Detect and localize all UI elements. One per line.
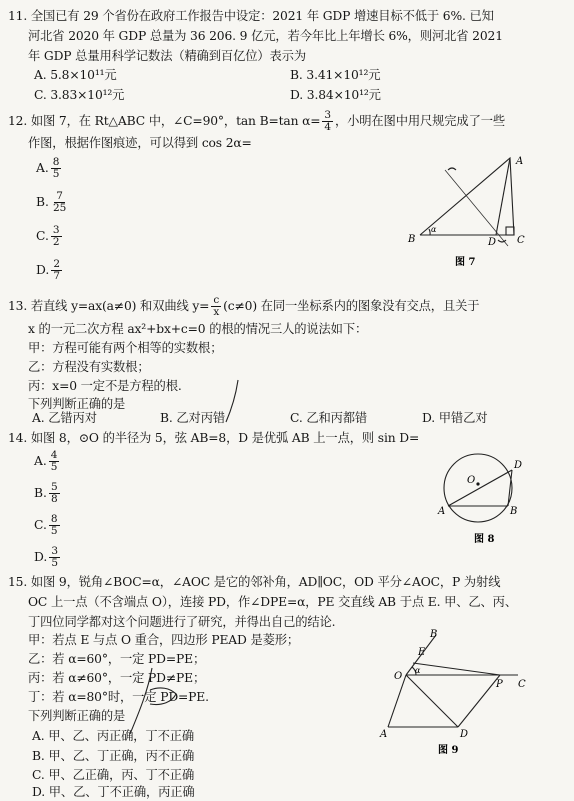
hyperbola-fraction-numerator: c bbox=[213, 294, 220, 306]
q15-line2: OC 上一点（不含端点 O），连接 PD，作∠DPE=α，PE 交直线 AB 于点 E. 甲、乙、丙、 bbox=[28, 595, 517, 609]
center-o-dot bbox=[476, 482, 479, 485]
q15-line3: 丁四位同学都对这个问题进行了研究，并得出自己的结论. bbox=[28, 615, 336, 629]
pen-mark-q15 bbox=[100, 660, 200, 740]
q12-option-a-numerator: 8 bbox=[52, 156, 60, 168]
figure-9 bbox=[378, 625, 528, 760]
segment-od bbox=[406, 675, 458, 727]
q12-option-a bbox=[36, 157, 63, 180]
tan-fraction bbox=[322, 110, 333, 133]
arc-mark-1 bbox=[448, 168, 456, 170]
q13-line1 bbox=[8, 295, 479, 318]
figure-8 bbox=[430, 448, 530, 548]
q14-option-d-fraction bbox=[49, 546, 60, 569]
q12-line1-post: ，小明在图中用尺规完成了一些 bbox=[334, 114, 506, 128]
q12-option-d-label: D. bbox=[36, 263, 50, 277]
q12-option-c-label: C. bbox=[36, 229, 49, 243]
fig9-label-c: C bbox=[518, 679, 526, 690]
q11-option-b: B. 3.41×10¹²元 bbox=[290, 68, 381, 82]
q11-option-a: A. 5.8×10¹¹元 bbox=[34, 68, 117, 82]
fig7-label-a: A bbox=[516, 156, 524, 167]
q13-option-a: A. 乙错丙对 bbox=[32, 411, 97, 425]
q14-option-d-numerator: 3 bbox=[51, 545, 59, 557]
q14-option-d-denominator: 5 bbox=[51, 557, 59, 569]
q12-option-d bbox=[36, 259, 64, 282]
fig7-caption: 图 7 bbox=[455, 257, 476, 268]
q12-line1-pre: 12. 如图 7，在 Rt△ABC 中，∠C=90°，tan B=tan α= bbox=[8, 114, 321, 128]
fig7-label-b: B bbox=[408, 234, 416, 245]
angle-alpha-arc bbox=[429, 229, 430, 235]
q14-option-b bbox=[34, 482, 62, 505]
q11-line2: 河北省 2020 年 GDP 总量为 36 206. 9 亿元，若今年比上年增长 6%，则河北省 2021 bbox=[28, 29, 503, 43]
q13-line1-post: (c≠0) 在同一坐标系内的图象没有交点，且关于 bbox=[223, 299, 480, 313]
q14-option-a-numerator: 4 bbox=[50, 449, 58, 461]
q15-line7: 丁：若 α=80°时，一定 PD=PE. bbox=[28, 690, 209, 704]
q14-option-a bbox=[34, 450, 61, 473]
circle-o bbox=[444, 454, 512, 522]
q14-option-b-label: B. bbox=[34, 486, 47, 500]
pen-mark-q13 bbox=[222, 378, 252, 426]
fig9-label-b: B bbox=[430, 629, 438, 640]
q13-line2: x 的一元二次方程 ax²+bx+c=0 的根的情况三人的说法如下： bbox=[28, 322, 368, 336]
q14-option-a-label: A. bbox=[34, 454, 47, 468]
q12-option-b-fraction bbox=[51, 191, 68, 214]
q15-option-a: A. 甲、乙、丙正确，丁不正确 bbox=[32, 729, 195, 743]
q12-option-c bbox=[36, 225, 64, 248]
q14-option-c bbox=[34, 514, 62, 537]
q14-option-b-numerator: 5 bbox=[50, 481, 58, 493]
q13-line4: 乙：方程没有实数根； bbox=[28, 360, 150, 374]
fig8-label-b: B bbox=[510, 506, 518, 517]
q12-option-d-fraction bbox=[51, 259, 62, 282]
q12-option-c-denominator: 2 bbox=[52, 236, 60, 248]
q14-option-d-label: D. bbox=[34, 550, 48, 564]
q14-option-c-denominator: 5 bbox=[50, 525, 58, 537]
fig9-label-d: D bbox=[460, 729, 469, 740]
fig9-label-o: O bbox=[394, 671, 403, 682]
fig9-label-alpha: α bbox=[415, 666, 421, 675]
q13-line6: 下列判断正确的是 bbox=[28, 397, 126, 411]
q15-option-c: C. 甲、乙正确，丙、丁不正确 bbox=[32, 768, 195, 782]
q12-option-b-label: B. bbox=[36, 195, 49, 209]
fig7-label-c: C bbox=[517, 235, 525, 246]
q12-option-d-denominator: 7 bbox=[53, 270, 61, 282]
segment-ad bbox=[496, 158, 510, 235]
q12-line2: 作图，根据作图痕迹，可以得到 cos 2α= bbox=[28, 136, 252, 150]
fig9-label-a: A bbox=[380, 729, 388, 740]
q14-option-c-label: C. bbox=[34, 518, 47, 532]
fig7-label-alpha: α bbox=[431, 225, 437, 234]
q13-line5: 丙：x=0 一定不是方程的根. bbox=[28, 379, 182, 393]
q12-option-b-numerator: 7 bbox=[56, 190, 63, 202]
fig8-label-a: A bbox=[438, 506, 446, 517]
q12-option-d-numerator: 2 bbox=[53, 258, 61, 270]
fig9-caption: 图 9 bbox=[438, 745, 459, 756]
pen-stroke-1 bbox=[130, 668, 152, 734]
fig9-label-p: P bbox=[496, 679, 503, 690]
q13-option-d: D. 甲错乙对 bbox=[422, 411, 488, 425]
q13-line3: 甲：方程可能有两个相等的实数根； bbox=[28, 341, 223, 355]
q12-option-b bbox=[36, 191, 70, 214]
q14-option-d bbox=[34, 546, 62, 569]
segment-pd bbox=[458, 675, 500, 727]
q13-line1-pre: 13. 若直线 y=ax(a≠0) 和双曲线 y= bbox=[8, 299, 210, 313]
segment-oa bbox=[388, 675, 406, 727]
q12-option-a-denominator: 5 bbox=[52, 168, 60, 180]
q13-option-b: B. 乙对丙错 bbox=[160, 411, 225, 425]
figure-7 bbox=[400, 150, 550, 270]
q15-line1: 15. 如图 9，锐角∠BOC=α，∠AOC 是它的邻补角，AD∥OC，OD 平分∠AOC，P 为射线 bbox=[8, 575, 501, 589]
q15-line6: 丙：若 α≠60°，一定 PD≠PE； bbox=[28, 671, 206, 685]
fig7-label-d: D bbox=[488, 237, 497, 248]
q14-option-a-denominator: 5 bbox=[50, 461, 58, 473]
pen-stroke bbox=[226, 380, 238, 422]
fig9-label-e: E bbox=[418, 647, 426, 658]
fig8-label-d: D bbox=[514, 460, 523, 471]
q15-option-b: B. 甲、乙、丁正确，丙不正确 bbox=[32, 749, 195, 763]
q12-line1 bbox=[8, 110, 505, 133]
q12-option-c-fraction bbox=[51, 225, 62, 248]
q14-option-a-fraction bbox=[49, 450, 60, 473]
q12-option-b-denominator: 25 bbox=[52, 202, 67, 214]
fig8-label-o: O bbox=[467, 475, 476, 486]
q14-option-c-numerator: 8 bbox=[50, 513, 58, 525]
q11-line3: 年 GDP 总量用科学记数法（精确到百亿位）表示为 bbox=[28, 49, 306, 63]
q12-option-a-fraction bbox=[51, 157, 62, 180]
fig8-caption: 图 8 bbox=[474, 534, 495, 545]
q11-option-c: C. 3.83×10¹²元 bbox=[34, 88, 125, 102]
q15-line8: 下列判断正确的是 bbox=[28, 709, 126, 723]
right-angle-marker bbox=[506, 227, 514, 235]
q12-option-c-numerator: 3 bbox=[52, 224, 60, 236]
q12-option-a-label: A. bbox=[36, 161, 49, 175]
q11-line1: 11. 全国已有 29 个省份在政府工作报告中设定：2021 年 GDP 增速目标不低于 6%. 已知 bbox=[8, 9, 494, 23]
q14-option-b-fraction bbox=[49, 482, 60, 505]
hyperbola-fraction bbox=[211, 295, 221, 318]
q15-option-d: D. 甲、乙、丁不正确，丙正确 bbox=[32, 785, 195, 799]
q11-option-d: D. 3.84×10¹²元 bbox=[290, 88, 381, 102]
q15-line5: 乙：若 α=60°，一定 PD=PE； bbox=[28, 652, 206, 666]
segment-pe bbox=[413, 663, 500, 675]
q15-line4: 甲：若点 E 与点 O 重合，四边形 PEAD 是菱形； bbox=[28, 633, 300, 647]
q13-option-c: C. 乙和丙都错 bbox=[290, 411, 368, 425]
tan-fraction-numerator: 3 bbox=[324, 109, 331, 121]
q14-line1: 14. 如图 8，⊙O 的半径为 5，弦 AB=8，D 是优弧 AB 上一点，则 sin D= bbox=[8, 431, 420, 445]
segment-ad bbox=[448, 470, 512, 506]
q14-option-b-denominator: 8 bbox=[50, 493, 58, 505]
pen-stroke-2 bbox=[150, 688, 176, 705]
q14-option-c-fraction bbox=[49, 514, 60, 537]
hyperbola-fraction-denominator: x bbox=[213, 306, 220, 318]
tan-fraction-denominator: 4 bbox=[324, 121, 331, 133]
